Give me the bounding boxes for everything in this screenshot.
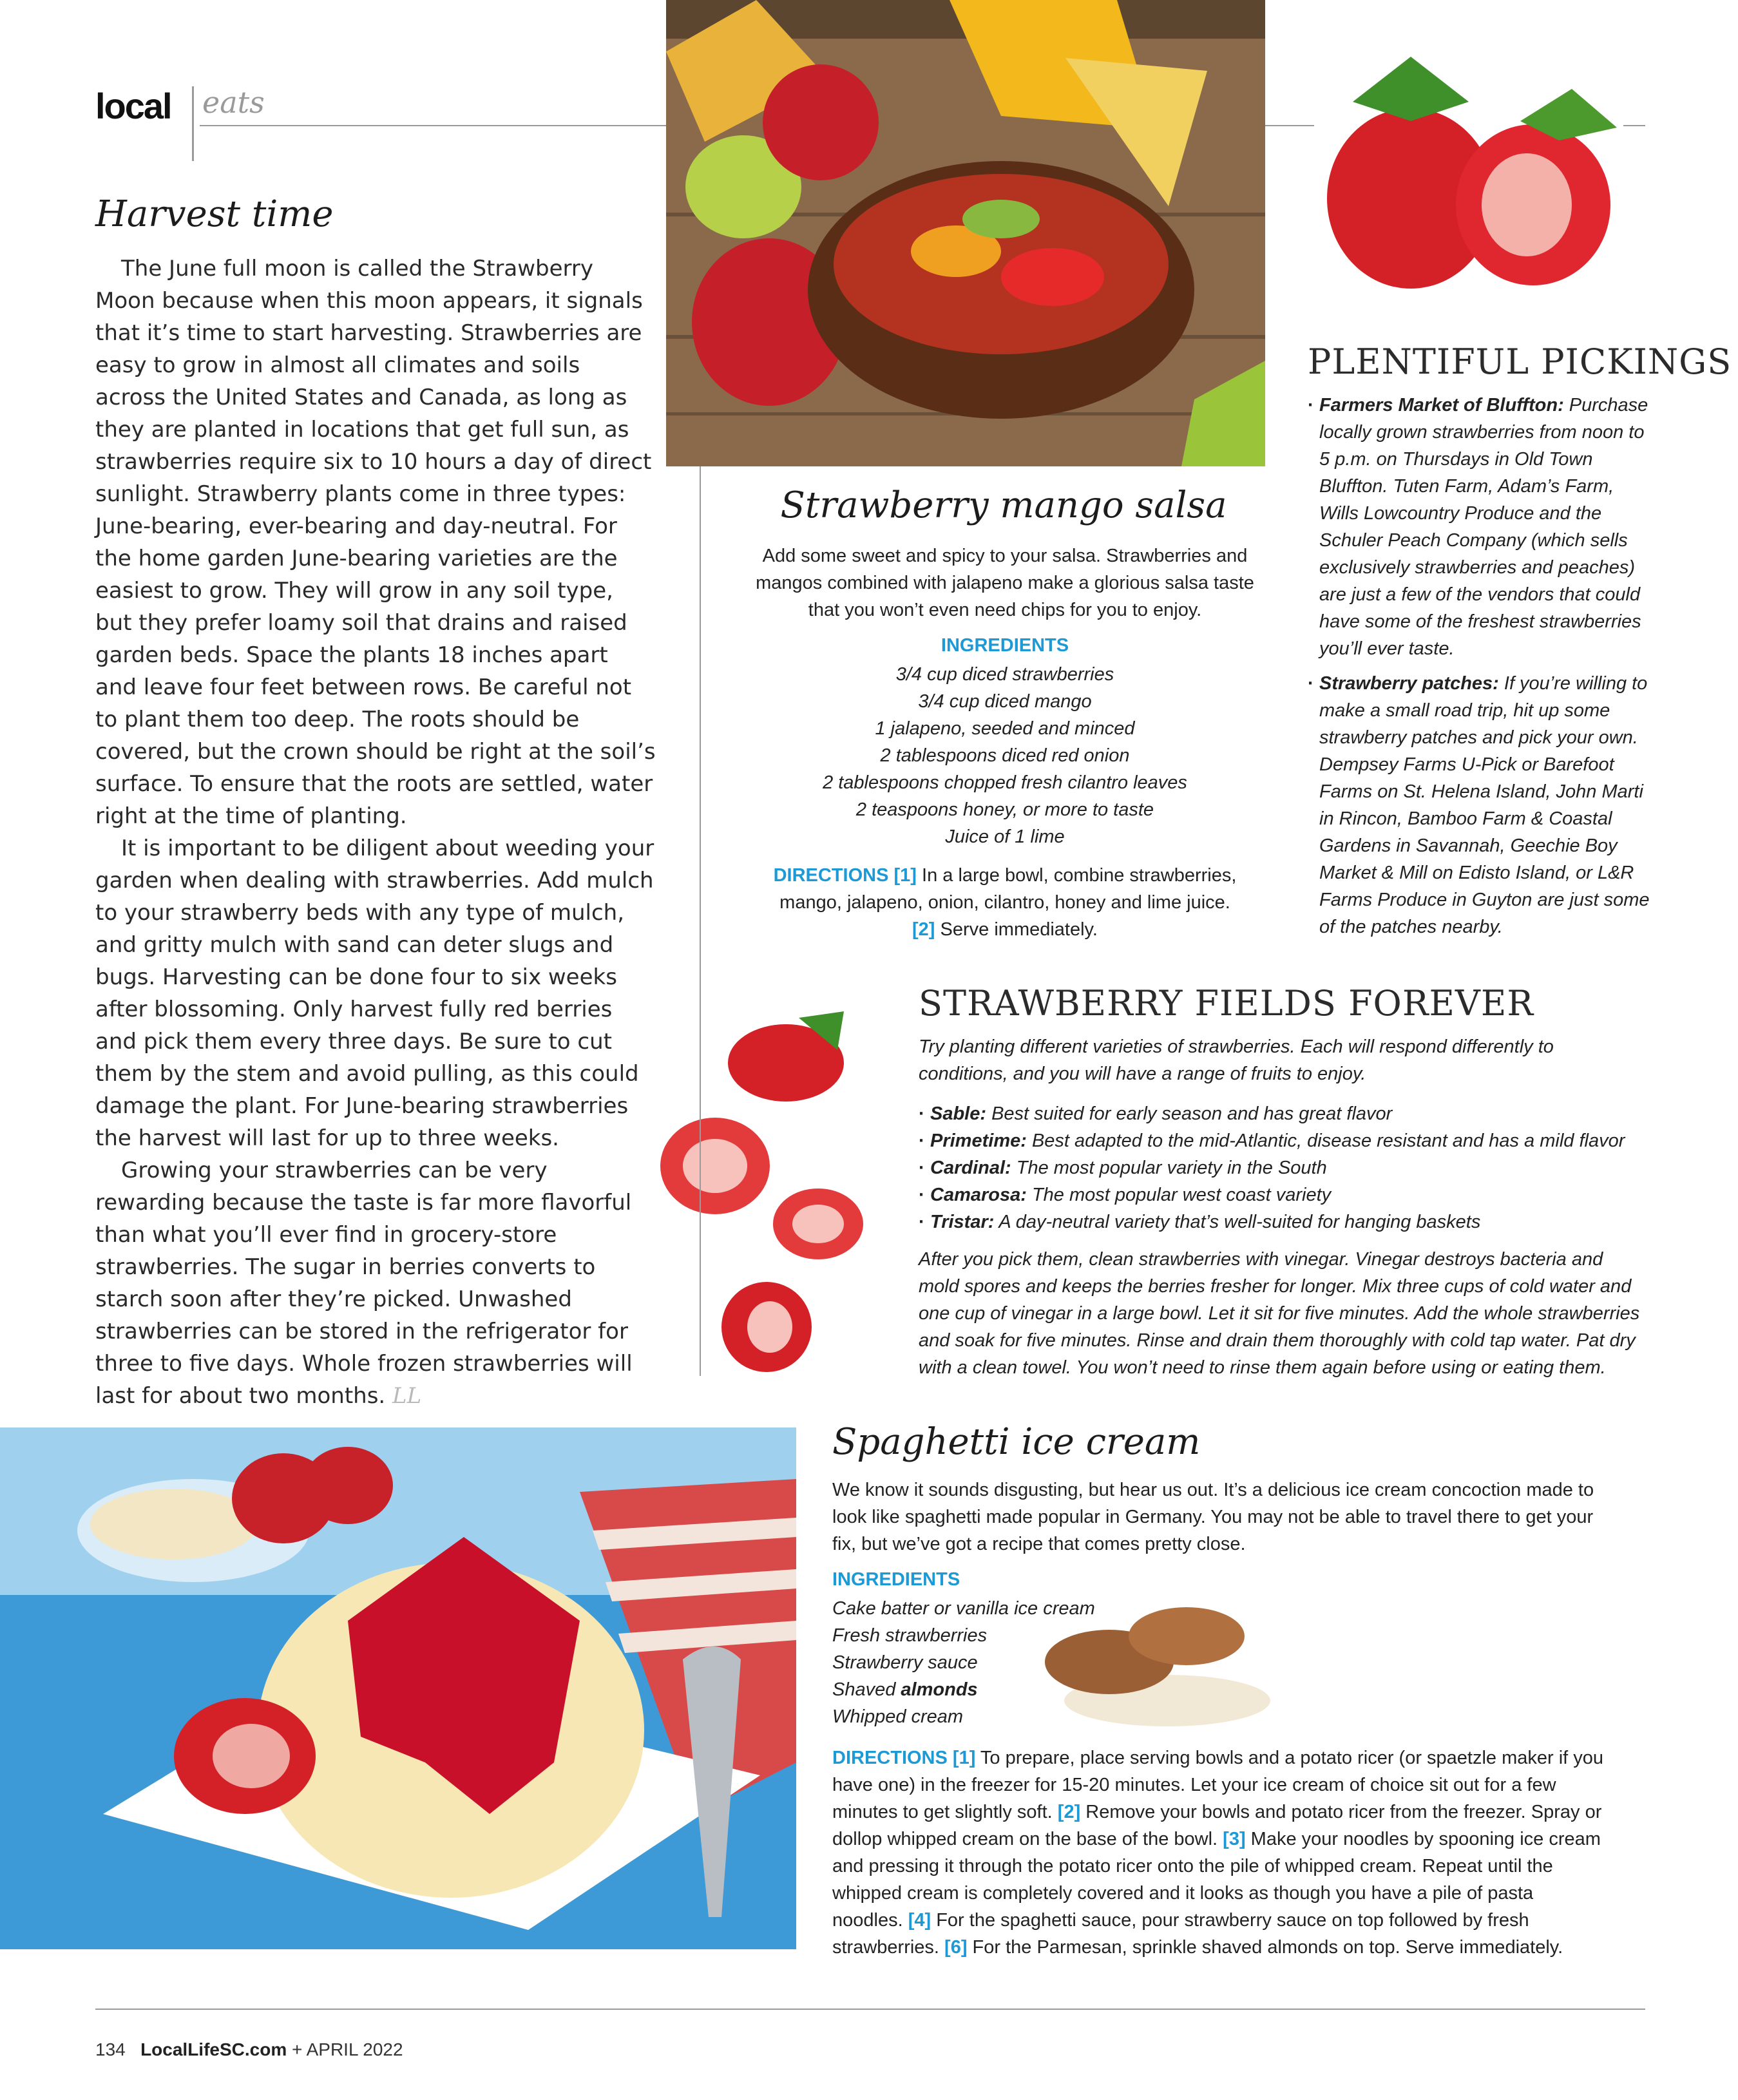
harvest-paragraph: It is important to be diligent about weeding your garden when dealing with strawberries. Add mulch to your strawberry beds with any type of mulch, and gritty mulch with sand can deter slugs and bugs. Harvesting can be done four to six weeks after blossoming. Only harvest fully red berries and pick them every three days. Be sure to cut them by the stem and avoid pulling, as this could damage the plant. For June-bearing strawberries the harvest will last for up to three weeks. xyxy=(95,835,654,1151)
salsa-directions xyxy=(747,862,1263,943)
step-text: Make your noodles by spooning ice cream and pressing it through the potato ricer onto the pile of whipped cream. Repeat until the whipped cream is completely covered and it looks as though you have a pile of pasta noodles. xyxy=(832,1829,1601,1931)
masthead-logo: local xyxy=(95,86,171,126)
item-label: Strawberry patches: xyxy=(1319,673,1499,694)
spaghetti-ingredients-list xyxy=(832,1595,1103,1730)
directions-label: DIRECTIONS xyxy=(832,1748,948,1768)
variety-name: Sable: xyxy=(930,1103,987,1124)
salsa-photo xyxy=(666,0,1265,466)
list-item xyxy=(1308,670,1656,940)
ingredient-item: 3/4 cup diced strawberries xyxy=(895,664,1114,685)
ingredient-item: Whipped cream xyxy=(832,1706,964,1727)
strawberry-slices-photo xyxy=(657,992,863,1379)
list-item xyxy=(919,1127,1659,1154)
harvest-paragraph: The June full moon is called the Strawberry Moon because when this moon appears, it signals that it’s time to start harvesting. Strawberries are easy to grow in almost all climates and soils across the United States and Canada, as long as they are planted in locations that get full sun, as strawberries require six to 10 hours a day of direct sunlight. Strawberry plants come in three types: June-bearing, ever-bearing and day-neutral. For the home garden June-bearing varieties are the easiest to grow. They will grow in any soil type, but they prefer loamy soil that drains and raised garden beds. Space the plants 18 inches apart and leave four feet between rows. Be careful not to plant them too deep. The roots should be covered, but the crown should be right at the soil’s surface. To ensure that the roots are settled, water right at the time of planting. xyxy=(95,256,656,829)
step-number: [1] xyxy=(952,1748,976,1768)
cleaning-instructions: After you pick them, clean strawberries with vinegar. Vinegar destroys bacteria and mold spores and keeps the berries fresher for longer. Mix three cups of cold water and one cup of vinegar in a large bowl. Let it sit for five minutes. Add the whole strawberries and soak for five minutes. Rinse and drain them thoroughly with cold tap water. Pat dry with a clean towel. You won’t need to rinse them again before using or eating them. xyxy=(919,1249,1640,1378)
step-text: Remove your bowls and potato ricer from the freezer. Spray or dollop whipped cream on the base of the bowl. xyxy=(832,1802,1602,1849)
page-number: 134 xyxy=(95,2039,126,2059)
variety-name: Cardinal: xyxy=(930,1158,1011,1178)
item-text: If you’re willing to make a small road trip, hit up some strawberry patches and pick your own. Dempsey Farms U-Pick or Barefoot Farms on St. Helena Island, John Marti in Rincon, Bamboo Farm & Coastal Gardens in Savannah, Geechie Boy Market & Mill on Edisto Island, or L&R Farms Produce in Guyton are just some of the patches nearby. xyxy=(1319,673,1650,937)
plentiful-pickings-heading: PLENTIFUL PICKINGS xyxy=(1308,341,1732,382)
site-link[interactable]: LocalLifeSC.com xyxy=(140,2039,287,2059)
harvest-heading: Harvest time xyxy=(95,193,334,235)
ingredient-item: Cake batter or vanilla ice cream xyxy=(832,1598,1095,1619)
masthead-section: eats xyxy=(202,85,265,120)
variety-name: Camarosa: xyxy=(930,1185,1027,1205)
ingredient-bold: almonds xyxy=(901,1679,978,1700)
harvest-article xyxy=(95,253,656,1412)
column-divider xyxy=(700,466,701,1376)
list-item xyxy=(919,1154,1659,1181)
variety-description: The most popular variety in the South xyxy=(1011,1158,1327,1178)
masthead-divider xyxy=(192,86,194,161)
ingredient-item: Strawberry sauce xyxy=(832,1652,978,1673)
item-label: Farmers Market of Bluffton: xyxy=(1319,395,1564,415)
footer-rule xyxy=(95,2009,1645,2010)
ingredient-item: 2 tablespoons diced red onion xyxy=(880,745,1130,766)
harvest-paragraph xyxy=(95,1154,656,1412)
salsa-ingredients-list xyxy=(747,661,1263,850)
variety-name: Primetime: xyxy=(930,1131,1027,1151)
plentiful-pickings-list xyxy=(1308,392,1656,948)
ingredient-item: 2 tablespoons chopped fresh cilantro leaves xyxy=(823,772,1187,793)
header-rule-left xyxy=(200,125,667,126)
variety-description: Best suited for early season and has great flavor xyxy=(986,1103,1393,1124)
harvest-paragraph-text: Growing your strawberries can be very rewarding because the taste is far more flavorful than what you’ll ever find in grocery-store strawberries. The sugar in berries converts to starch soon after they’re picked. Unwashed strawberries can be stored in the refrigerator for three to five days. Whole frozen strawberries will last for about two months. xyxy=(95,1158,633,1409)
variety-name: Tristar: xyxy=(930,1212,995,1232)
variety-description: The most popular west coast variety xyxy=(1026,1185,1332,1205)
issue-date: + APRIL 2022 xyxy=(292,2039,403,2059)
spaghetti-intro: We know it sounds disgusting, but hear us out. It’s a delicious ice cream concoction made to look like spaghetti made popular in Germany. You may not be able to travel there to get your fix, but we’ve got a recipe that comes pretty close. xyxy=(832,1480,1594,1554)
salsa-intro: Add some sweet and spicy to your salsa. Strawberries and mangos combined with jalapeno make a glorious salsa taste that you won’t even need chips for you to enjoy. xyxy=(756,546,1254,620)
step-text: Serve immediately. xyxy=(935,919,1098,940)
step-number: [3] xyxy=(1223,1829,1246,1849)
step-number: [4] xyxy=(908,1910,931,1931)
ingredient-item: Juice of 1 lime xyxy=(945,826,1065,847)
step-number: [1] xyxy=(893,865,917,886)
list-item xyxy=(919,1181,1659,1208)
ingredient-item: Fresh strawberries xyxy=(832,1625,988,1646)
step-text: For the spaghetti sauce, pour strawberry sauce on top followed by fresh strawberries. xyxy=(832,1910,1529,1958)
author-signature: LL xyxy=(392,1383,422,1409)
step-number: [2] xyxy=(912,919,935,940)
salsa-recipe-title: Strawberry mango salsa xyxy=(780,484,1227,526)
strawberry-fields-intro: Try planting different varieties of strawberries. Each will respond differently to conditions, and you will have a range of fruits to enjoy. xyxy=(919,1036,1554,1084)
directions-label: DIRECTIONS xyxy=(773,865,889,886)
step-number: [6] xyxy=(944,1937,968,1958)
list-item xyxy=(919,1100,1659,1127)
step-number: [2] xyxy=(1057,1802,1081,1822)
variety-description: A day-neutral variety that’s well-suited for hanging baskets xyxy=(994,1212,1481,1232)
ingredient-text: Shaved xyxy=(832,1679,901,1700)
strawberry-fields-heading: STRAWBERRY FIELDS FOREVER xyxy=(919,983,1534,1024)
salsa-ingredients-heading: INGREDIENTS xyxy=(941,635,1069,656)
strawberries-photo xyxy=(1314,44,1623,291)
ingredient-item: 1 jalapeno, seeded and minced xyxy=(875,718,1135,739)
spaghetti-ingredients-heading: INGREDIENTS xyxy=(832,1569,960,1590)
spaghetti-ice-cream-photo xyxy=(0,1427,796,1949)
list-item xyxy=(1308,392,1656,662)
item-text: Purchase locally grown strawberries from noon to 5 p.m. on Thursdays in Old Town Bluffton. Tuten Farm, Adam’s Farm, Wills Lowcountry Produce and the Schuler Peach Company (which sells exclusively strawberries and peaches) are just a few of the vendors that could have some of the freshest strawberries you’ll ever taste. xyxy=(1319,395,1648,659)
ingredient-item xyxy=(832,1676,1103,1703)
variety-description: Best adapted to the mid-Atlantic, disease resistant and has a mild flavor xyxy=(1026,1131,1625,1151)
step-text: In a large bowl, combine strawberries, mango, jalapeno, onion, cilantro, honey and lime juice. xyxy=(779,865,1237,913)
footer xyxy=(95,2039,403,2060)
step-text: For the Parmesan, sprinkle shaved almonds on top. Serve immediately. xyxy=(967,1937,1563,1958)
spaghetti-recipe-title: Spaghetti ice cream xyxy=(832,1421,1201,1463)
ingredient-item: 2 teaspoons honey, or more to taste xyxy=(855,799,1154,820)
step-text: To prepare, place serving bowls and a potato ricer (or spaetzle maker if you have one) in the freezer for 15-20 minutes. Let your ice cream of choice sit out for a few minutes to get slightly soft. xyxy=(832,1748,1604,1822)
spaghetti-directions xyxy=(832,1744,1605,1961)
variety-list xyxy=(919,1100,1659,1236)
list-item xyxy=(919,1208,1659,1236)
ingredient-item: 3/4 cup diced mango xyxy=(918,691,1092,712)
